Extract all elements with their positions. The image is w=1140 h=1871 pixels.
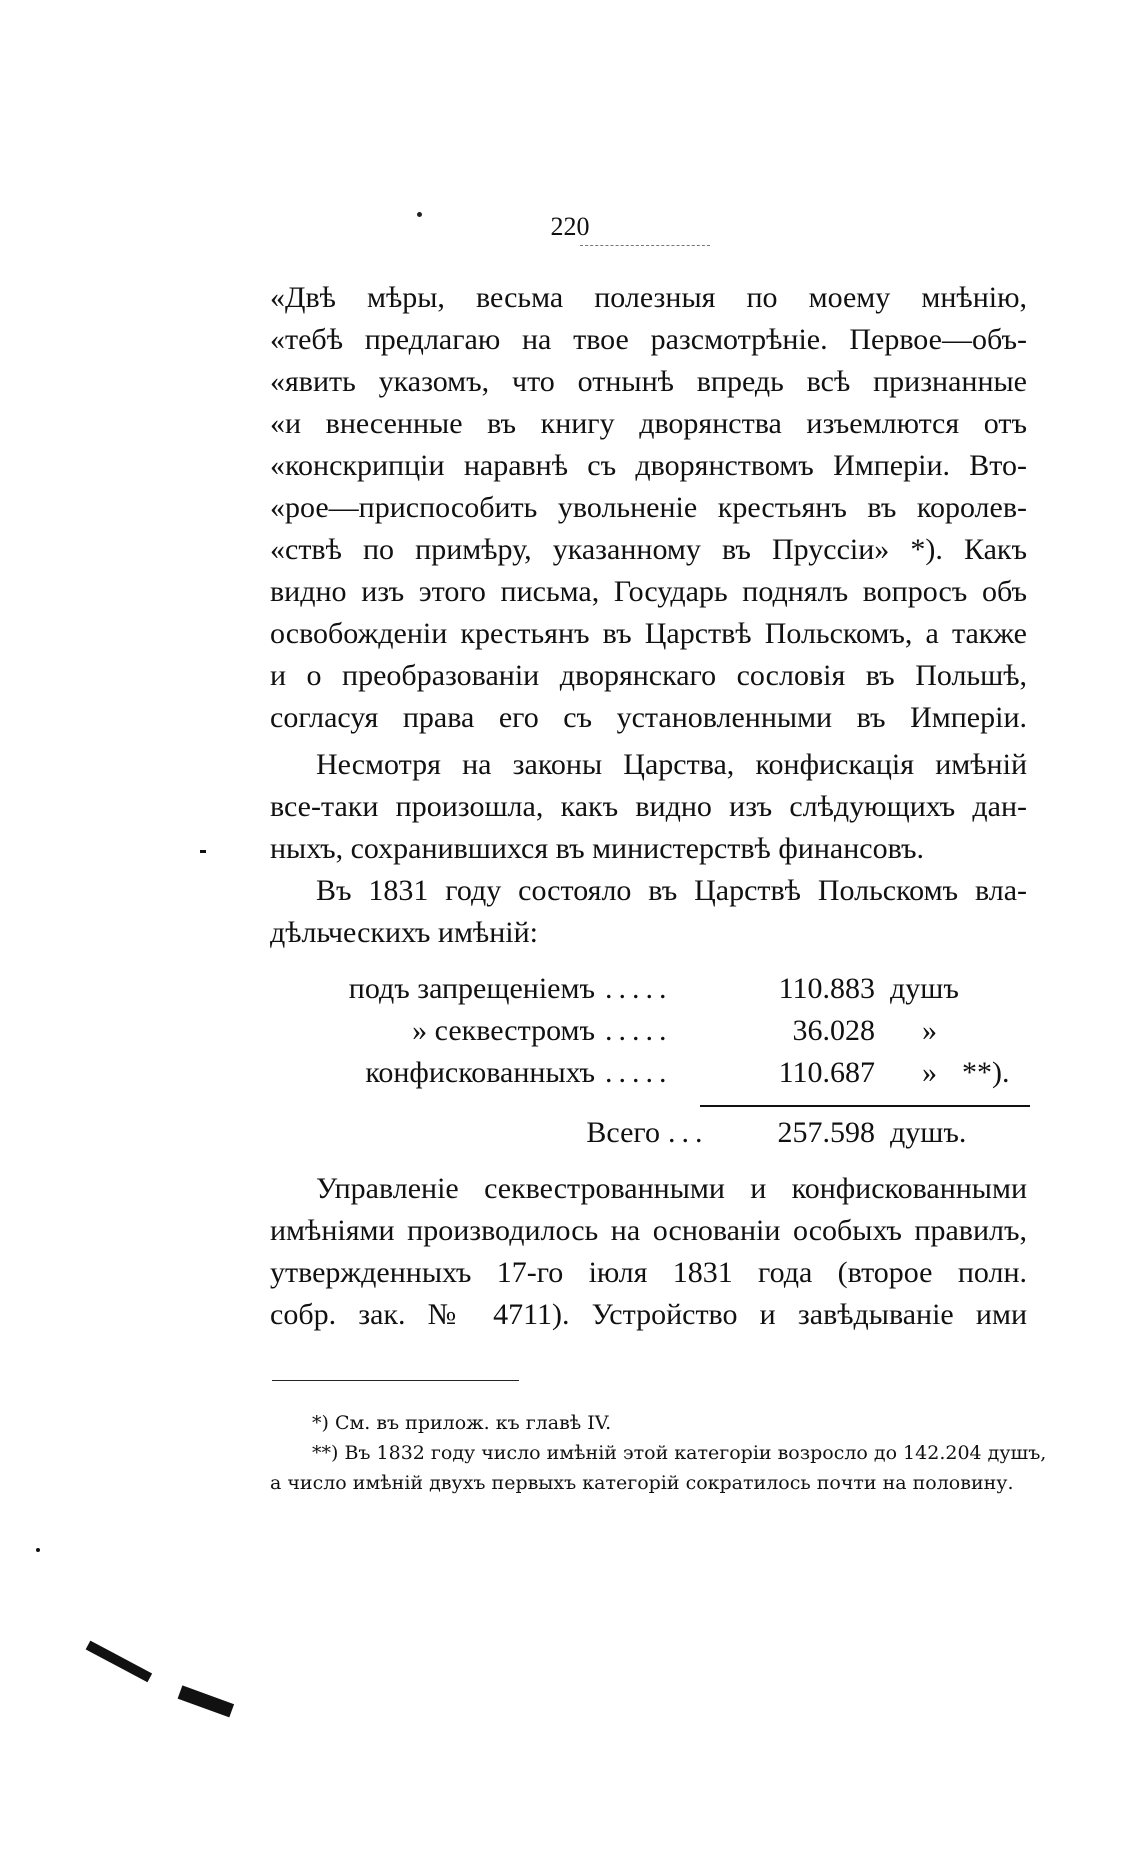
text-line: все-таки произошла, какъ видно изъ слѣдующихъ дан- [270, 790, 1027, 823]
total-rule [700, 1105, 1030, 1107]
row-value: 36.028 [792, 1014, 875, 1047]
scan-mark [178, 1685, 234, 1717]
text-line: Управленіе секвестрованными и конфискованными [316, 1172, 1027, 1205]
table-row [0, 1056, 1140, 1098]
total-value: 257.598 [777, 1116, 875, 1149]
page-number-underline [580, 245, 710, 246]
row-unit: » [922, 1056, 937, 1089]
paragraph-1831-estates [270, 870, 1027, 954]
table-row [0, 1014, 1140, 1056]
text-line: «Двѣ мѣры, весьма полезныя по моему мнѣнію, [270, 281, 1027, 314]
scan-mark [200, 850, 206, 853]
text-line: «конскрипціи наравнѣ съ дворянствомъ Имперіи. Вто- [270, 449, 1027, 482]
row-unit: душъ [890, 972, 959, 1005]
footnote-2-line-1: **) Въ 1832 году число имѣній этой категоріи возросло до 142.204 душъ, [312, 1442, 1047, 1464]
text-line: ныхъ, сохранившихся въ министерствѣ финансовъ. [270, 832, 925, 865]
total-leader-dots: ... [668, 1116, 709, 1149]
row-value: 110.883 [778, 972, 875, 1005]
scan-mark [86, 1641, 153, 1683]
row-value: 110.687 [778, 1056, 875, 1089]
total-label: Всего [586, 1116, 660, 1149]
text-line: «тебѣ предлагаю на твое разсмотрѣніе. Первое—объ- [270, 323, 1027, 356]
page-number: 220 [550, 212, 590, 241]
text-line: «явить указомъ, что отнынѣ впредь всѣ признанные [270, 365, 1027, 398]
paragraph-confiscation [270, 744, 1027, 870]
footnotes [270, 1408, 1047, 1498]
row-label: подъ запрещеніемъ [348, 972, 595, 1005]
paragraph-quote [270, 277, 1027, 739]
footnote-separator [272, 1380, 519, 1381]
paragraph-management [270, 1168, 1027, 1336]
row-footnote-ref: **). [962, 1056, 1010, 1089]
text-line: видно изъ этого письма, Государь поднялъ вопросъ объ [270, 575, 1027, 608]
text-line: согласуя права его съ установленными въ Имперіи. [270, 701, 1027, 734]
row-leader-dots: ..... [605, 1056, 673, 1089]
table-total-row [0, 1116, 1140, 1158]
text-line: Въ 1831 году состояло въ Царствѣ Польскомъ вла- [316, 874, 1027, 907]
total-unit: душъ. [890, 1116, 967, 1149]
row-leader-dots: ..... [605, 972, 673, 1005]
text-line: «и внесенные въ книгу дворянства изъемлются отъ [270, 407, 1027, 440]
text-line: имѣніями производилось на основаніи особыхъ правилъ, [270, 1214, 1027, 1247]
row-label: » секвестромъ [412, 1014, 595, 1047]
text-line: «рое—приспособить увольненіе крестьянъ въ королев- [270, 491, 1027, 524]
text-line: и о преобразованіи дворянскаго сословія въ Польшѣ, [270, 659, 1027, 692]
row-unit: » [922, 1014, 937, 1047]
row-label: конфискованныхъ [365, 1056, 595, 1089]
text-line: дѣльческихъ имѣній: [270, 916, 538, 949]
text-line: Несмотря на законы Царства, конфискація имѣній [316, 748, 1027, 781]
text-line: утвержденныхъ 17-го іюля 1831 года (второе полн. [270, 1256, 1027, 1289]
row-leader-dots: ..... [605, 1014, 673, 1047]
text-line: собр. зак. № 4711). Устройство и завѣдываніе ими [270, 1298, 1027, 1331]
scan-mark [36, 1548, 40, 1552]
table-row [0, 972, 1140, 1014]
text-line: освобожденіи крестьянъ въ Царствѣ Польскомъ, а также [270, 617, 1027, 650]
text-line: «ствѣ по примѣру, указанному въ Пруссіи» *). Какъ [270, 533, 1027, 566]
footnote-1: *) См. въ прилож. къ главѣ IV. [312, 1412, 612, 1434]
footnote-2-line-2: а число имѣній двухъ первыхъ категорій сократилось почти на половину. [270, 1472, 1014, 1494]
